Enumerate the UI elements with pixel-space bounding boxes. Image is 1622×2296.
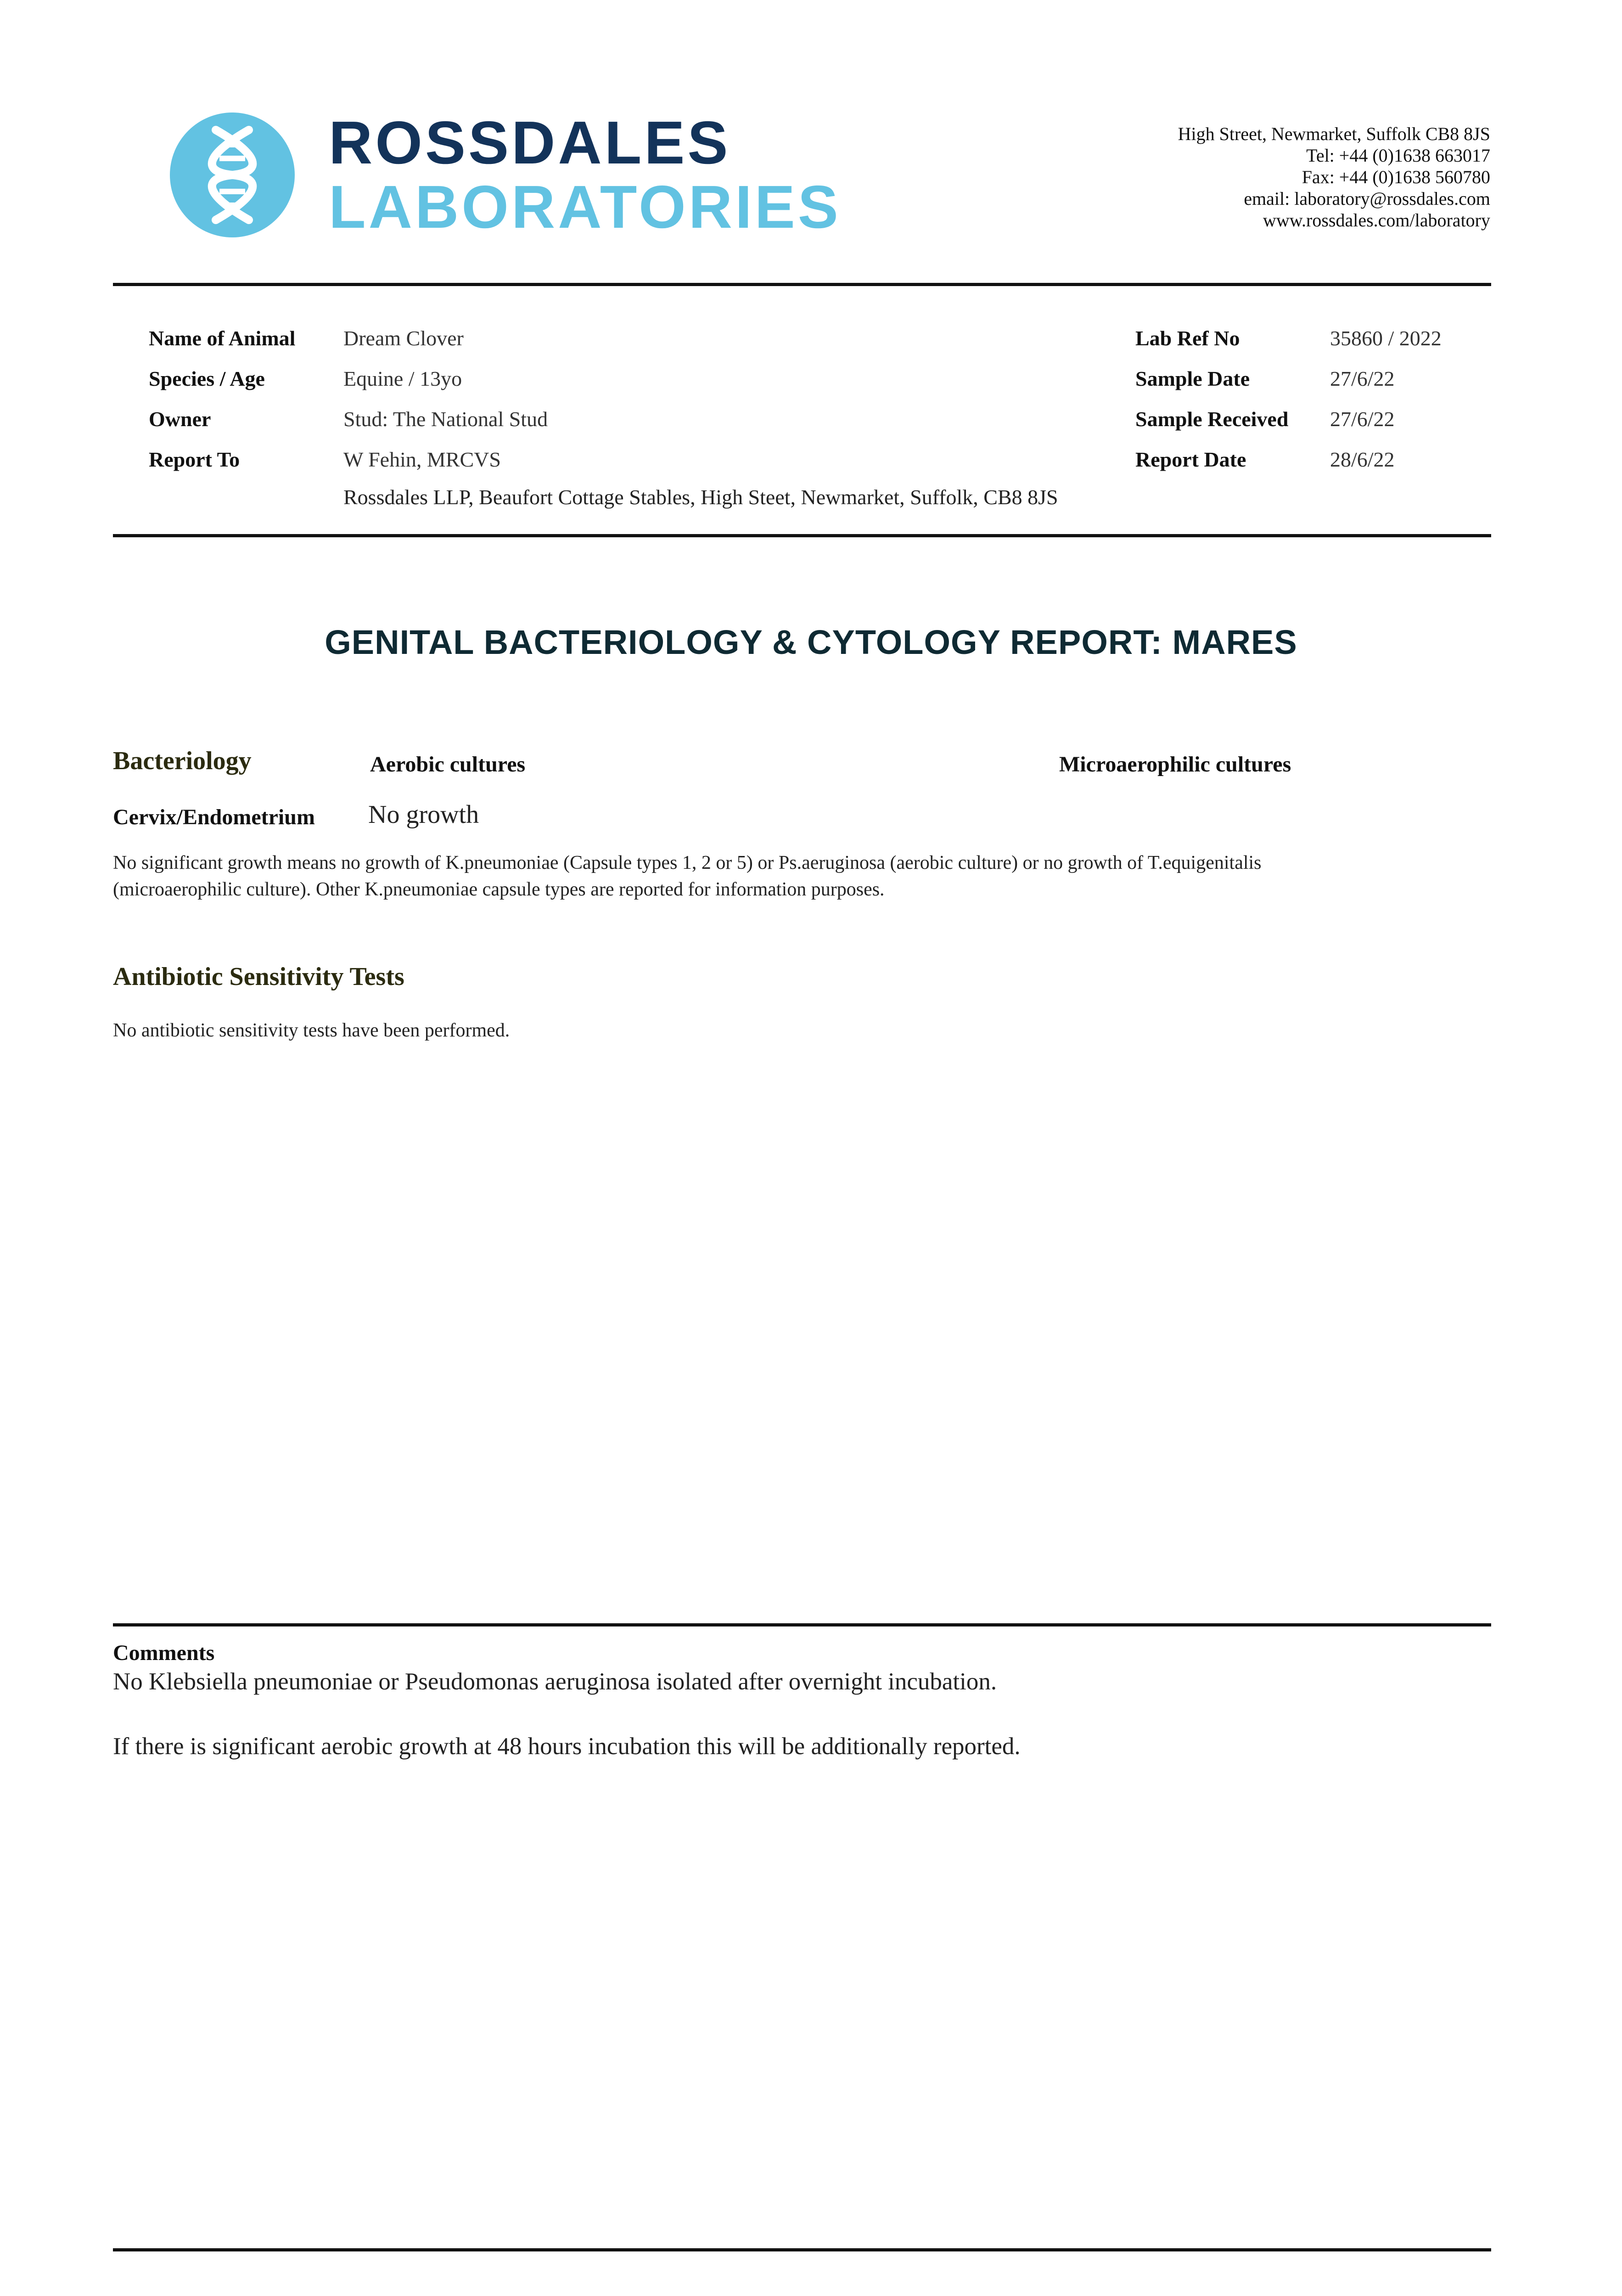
info-divider bbox=[113, 534, 1491, 537]
comment-line2: If there is significant aerobic growth at 48 hours incubation this will be additionally reported. bbox=[113, 1733, 1021, 1760]
comments-heading: Comments bbox=[113, 1641, 215, 1665]
lab-ref-label: Lab Ref No bbox=[1135, 326, 1240, 350]
owner-label: Owner bbox=[149, 407, 211, 431]
logo-emblem bbox=[170, 113, 295, 237]
contact-tel: Tel: +44 (0)1638 663017 bbox=[1306, 145, 1490, 166]
report-title: GENITAL BACTERIOLOGY & CYTOLOGY REPORT: MARES bbox=[325, 623, 1297, 661]
comments-divider bbox=[113, 1623, 1491, 1626]
report-date-label: Report Date bbox=[1135, 448, 1246, 471]
microaerophilic-cultures-heading: Microaerophilic cultures bbox=[1059, 752, 1291, 777]
footer-divider bbox=[113, 2248, 1491, 2251]
comment-line1: No Klebsiella pneumoniae or Pseudomonas aeruginosa isolated after overnight incubation. bbox=[113, 1668, 997, 1695]
sample-date-value: 27/6/22 bbox=[1330, 367, 1395, 390]
aerobic-result: No growth bbox=[368, 800, 479, 829]
dna-helix-icon bbox=[170, 113, 295, 237]
cervix-endometrium-label: Cervix/Endometrium bbox=[113, 805, 315, 829]
report-date-value: 28/6/22 bbox=[1330, 448, 1395, 471]
antibiotic-text: No antibiotic sensitivity tests have been performed. bbox=[113, 1020, 510, 1041]
bacteriology-note-line2: (microaerophilic culture). Other K.pneumoniae capsule types are reported for information purposes. bbox=[113, 879, 885, 900]
lab-ref-value: 35860 / 2022 bbox=[1330, 326, 1442, 350]
name-of-animal-label: Name of Animal bbox=[149, 326, 296, 350]
sample-received-label: Sample Received bbox=[1135, 407, 1289, 431]
report-to-value: W Fehin, MRCVS bbox=[343, 448, 501, 471]
contact-fax: Fax: +44 (0)1638 560780 bbox=[1302, 167, 1490, 187]
brand-name-line1: ROSSDALES bbox=[329, 109, 731, 176]
sample-date-label: Sample Date bbox=[1135, 367, 1250, 390]
contact-address: High Street, Newmarket, Suffolk CB8 8JS bbox=[1178, 124, 1490, 144]
name-of-animal-value: Dream Clover bbox=[343, 326, 464, 350]
contact-block bbox=[1178, 123, 1490, 231]
brand-name-line2: LABORATORIES bbox=[329, 173, 841, 241]
sample-received-value: 27/6/22 bbox=[1330, 407, 1395, 431]
contact-email: email: laboratory@rossdales.com bbox=[1244, 188, 1490, 209]
antibiotic-heading: Antibiotic Sensitivity Tests bbox=[113, 962, 404, 991]
header-divider bbox=[113, 283, 1491, 286]
species-age-value: Equine / 13yo bbox=[343, 367, 462, 390]
aerobic-cultures-heading: Aerobic cultures bbox=[370, 752, 526, 777]
contact-website: www.rossdales.com/laboratory bbox=[1263, 210, 1490, 231]
report-to-label: Report To bbox=[149, 448, 240, 471]
bacteriology-note-line1: No significant growth means no growth of K.pneumoniae (Capsule types 1, 2 or 5) or Ps.aeruginosa (aerobic culture) or no growth of T.equigenitalis bbox=[113, 852, 1262, 873]
species-age-label: Species / Age bbox=[149, 367, 265, 390]
owner-value: Stud: The National Stud bbox=[343, 407, 548, 431]
bacteriology-heading: Bacteriology bbox=[113, 747, 252, 775]
report-to-address: Rossdales LLP, Beaufort Cottage Stables, High Steet, Newmarket, Suffolk, CB8 8JS bbox=[343, 485, 1058, 509]
